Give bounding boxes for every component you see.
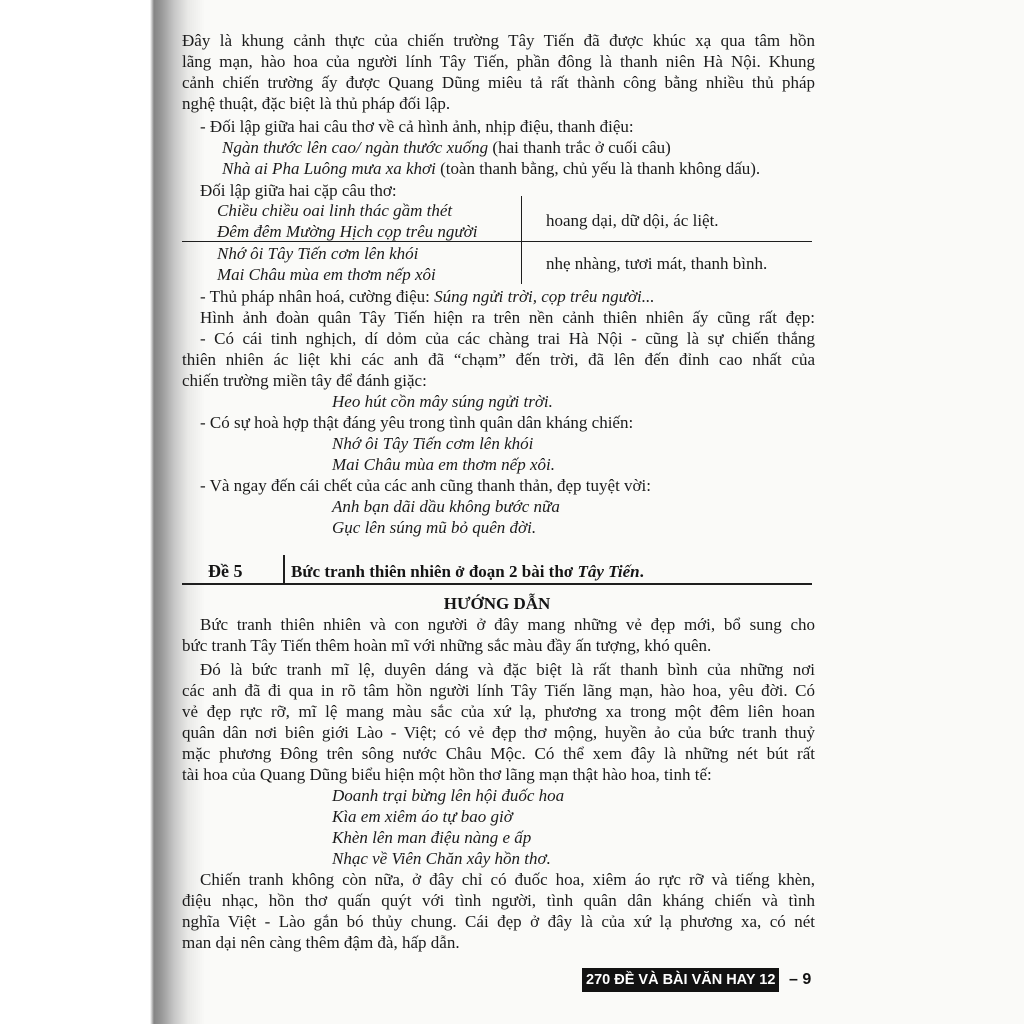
description-text: hoang dại, dữ dội, ác liệt. xyxy=(546,211,719,230)
poem-verse: Nhạc về Viên Chăn xây hồn thơ. xyxy=(332,849,551,868)
guide-heading: HƯỚNG DẪN xyxy=(443,594,551,613)
page-number-separator: – xyxy=(789,971,798,988)
body-text-line: mặc phương Đông trên sông nước Châu Mộc. Có thể xem đây là những nét bút rất xyxy=(182,744,815,763)
page-number-group xyxy=(789,968,811,992)
poem-verse: Anh bạn dãi dầu không bước nữa xyxy=(332,497,560,516)
poem-verse: Khèn lên man điệu nàng e ấp xyxy=(332,828,532,847)
body-text-line: Hình ảnh đoàn quân Tây Tiến hiện ra trên nền cảnh thiên nhiên ấy cũng rất đẹp: xyxy=(200,308,815,327)
body-text-line: tài hoa của Quang Dũng biểu hiện một hồn thơ lãng mạn thật hào hoa, tinh tế: xyxy=(182,765,712,784)
exercise-title-work: Tây Tiến xyxy=(577,562,640,581)
body-text-line: vẻ đẹp rực rỡ, mĩ lệ mang màu sắc của xứ lạ, phương xa trong một đêm liên hoan xyxy=(182,702,815,721)
body-text-line: nghĩa Việt - Lào gắn bó thủy chung. Cái đẹp ở đây là của xứ lạ phương xa, có nét xyxy=(182,912,815,931)
description-text: nhẹ nhàng, tươi mát, thanh bình. xyxy=(546,254,768,273)
body-text-line: bức tranh Tây Tiến thêm hoàn mĩ với những sắc màu đầy ấn tượng, khó quên. xyxy=(182,636,712,655)
body-text-line: Đây là khung cảnh thực của chiến trường Tây Tiến đã được khúc xạ qua tâm hồn xyxy=(182,31,815,50)
bullet-line: - Có sự hoà hợp thật đáng yêu trong tình quân dân kháng chiến: xyxy=(200,413,634,432)
body-text-line: man dại nên càng thêm đậm đà, hấp dẫn. xyxy=(182,933,460,952)
exercise-title-text: Bức tranh thiên nhiên ở đoạn 2 bài thơ xyxy=(291,562,574,581)
poem-verse: Ngàn thước lên cao/ ngàn thước xuống xyxy=(222,138,489,157)
poem-verse: Chiều chiều oai linh thác gầm thét xyxy=(217,201,453,220)
body-text-line: Đối lập giữa hai cặp câu thơ: xyxy=(200,181,397,200)
bullet-line: - Có cái tinh nghịch, dí dỏm của các chàng trai Hà Nội - cũng là sự chiến thắng xyxy=(200,329,815,348)
poem-verse: Mai Châu mùa em thơm nếp xôi xyxy=(217,265,436,284)
poem-verse: Doanh trại bừng lên hội đuốc hoa xyxy=(332,786,565,805)
body-text-line: nghệ thuật, đặc biệt là thủ pháp đối lập. xyxy=(182,94,451,113)
body-text-line: điệu nhạc, hồn thơ quấn quýt với tình người, tình quân dân kháng chiến và tình xyxy=(182,891,815,910)
poem-verse: Nhà ai Pha Luông mưa xa khơi xyxy=(222,159,436,178)
body-text-line: Đó là bức tranh mĩ lệ, duyên dáng và đặc biệt là rất thanh bình của những nơi xyxy=(200,660,815,679)
poem-verse: Heo hút cồn mây súng ngửi trời. xyxy=(332,392,553,411)
body-text-line: các anh đã đi qua in rõ tâm hồn người lính Tây Tiến lãng mạn, hào hoa, yêu đời. Có xyxy=(182,681,815,700)
poem-verse: Nhớ ôi Tây Tiến cơm lên khói xyxy=(217,244,419,263)
exercise-number: Đề 5 xyxy=(208,561,243,581)
book-title-badge: 270 ĐỀ VÀ BÀI VĂN HAY 12 xyxy=(582,968,779,992)
body-text-line: Bức tranh thiên nhiên và con người ở đây mang những vẻ đẹp mới, bổ sung cho xyxy=(200,615,815,634)
bullet-label: - Thủ pháp nhân hoá, cường điệu: xyxy=(200,287,430,306)
body-text-line: chiến trường miền tây để đánh giặc: xyxy=(182,371,427,390)
body-text-line: quân dân nơi biên giới Lào - Việt; có vẻ đẹp thơ mộng, huyền ảo của bức tranh thuỷ xyxy=(182,723,815,742)
poem-verse: Nhớ ôi Tây Tiến cơm lên khói xyxy=(332,434,534,453)
poem-quote: Súng ngửi trời, cọp trêu người... xyxy=(434,287,655,306)
bullet-line: - Và ngay đến cái chết của các anh cũng thanh thản, đẹp tuyệt vời: xyxy=(200,476,651,495)
bullet-line: - Đối lập giữa hai câu thơ về cả hình ảnh, nhịp điệu, thanh điệu: xyxy=(200,117,634,136)
example-note: (hai thanh trắc ở cuối câu) xyxy=(492,138,671,157)
poem-verse: Đêm đêm Mường Hịch cọp trêu người xyxy=(217,222,478,241)
body-text-line: cảnh chiến trường ấy được Quang Dũng miêu tả rất thành công bằng nhiều thủ pháp xyxy=(182,73,815,92)
body-text-line: lãng mạn, hào hoa của người lính Tây Tiến, phần đông là thanh niên Hà Nội. Khung xyxy=(182,52,815,71)
page-number: 9 xyxy=(802,971,812,988)
body-text-line: thiên nhiên ác liệt khi các anh đã “chạm” đến trời, đã lên đến đỉnh cao nhất của xyxy=(182,350,815,369)
example-note: (toàn thanh bằng, chủ yếu là thanh không dấu). xyxy=(440,159,761,178)
poem-verse: Gục lên súng mũ bỏ quên đời. xyxy=(332,518,537,537)
exercise-title-end: . xyxy=(639,562,644,581)
poem-verse: Kìa em xiêm áo tự bao giờ xyxy=(332,807,513,826)
body-text-line: Chiến tranh không còn nữa, ở đây chỉ có đuốc hoa, xiêm áo rực rỡ và tiếng khèn, xyxy=(200,870,815,889)
poem-verse: Mai Châu mùa em thơm nếp xôi. xyxy=(332,455,555,474)
